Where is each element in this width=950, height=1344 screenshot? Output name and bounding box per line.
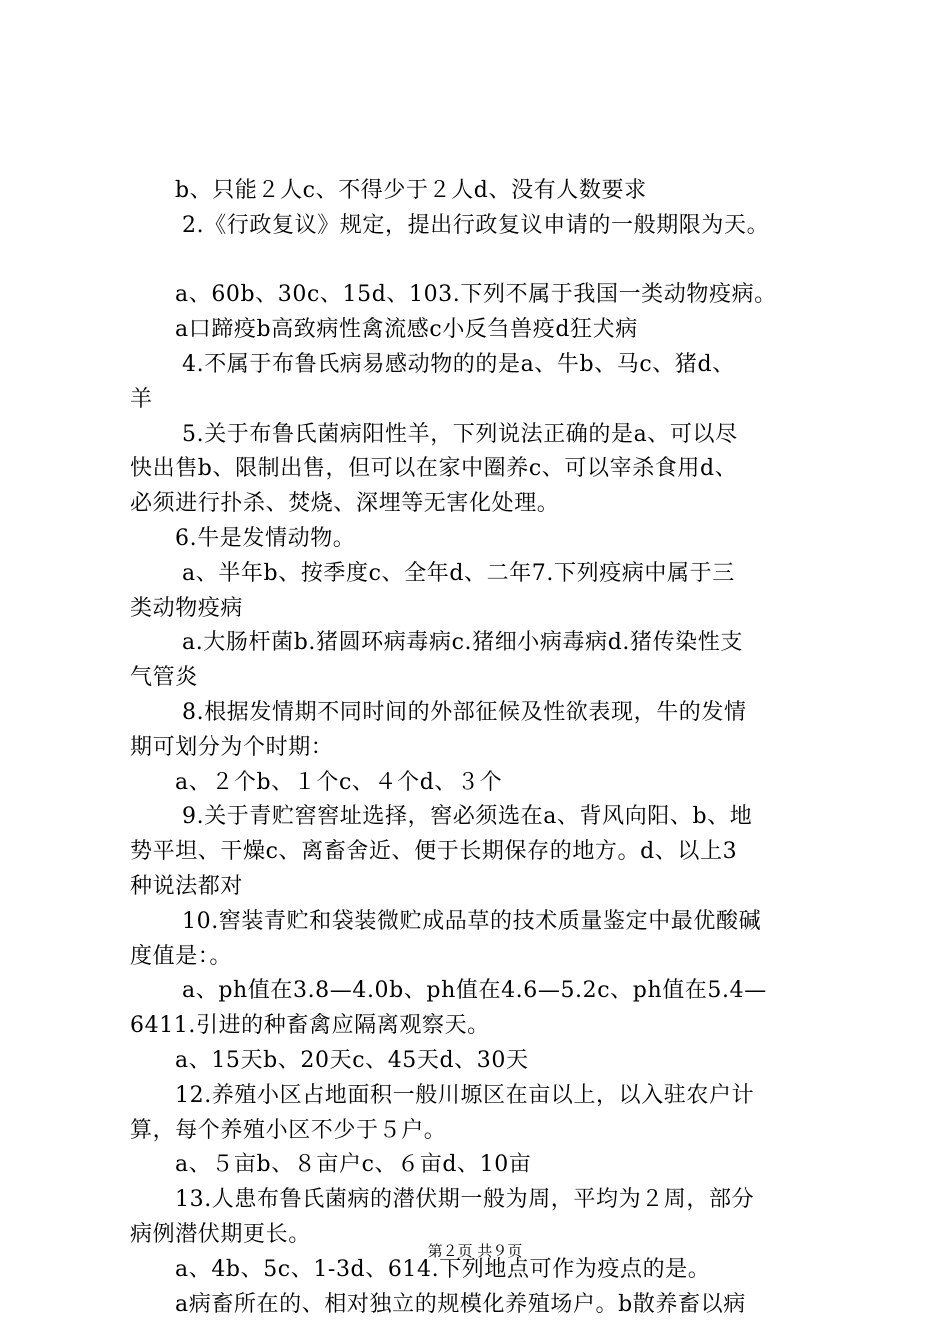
text-line: 13.人患布鲁氏菌病的潜伏期一般为周，平均为２周，部分 [175, 1187, 755, 1213]
text-line: 类动物疫病 [130, 595, 244, 621]
text-line: 9.关于青贮窖窖址选择，窖必须选在a、背风向阳、b、地 [182, 804, 753, 830]
text-line: b、只能２人c、不得少于２人d、没有人数要求 [175, 178, 647, 203]
text-line: 算，每个养殖小区不少于５户。 [130, 1117, 447, 1143]
text-line: 4.不属于布鲁氏病易感动物的的是a、牛b、马c、猪d、 [182, 351, 735, 377]
text-line: a、半年b、按季度c、全年d、二年7.下列疫病中属于三 [182, 560, 735, 586]
text-line: 势平坦、干燥c、离畜舍近、便于长期保存的地方。d、以上3 [130, 839, 738, 865]
text-line: a病畜所在的、相对独立的规模化养殖场户。b散养畜以病 [175, 1291, 746, 1317]
text-line: 病例潜伏期更长。 [130, 1221, 311, 1247]
text-line: 羊 [130, 386, 153, 412]
text-line: 10.窖装青贮和袋装微贮成品草的技术质量鉴定中最优酸碱 [182, 908, 762, 934]
text-line: a、60b、30c、15d、103.下列不属于我国一类动物疫病。 [175, 282, 777, 308]
page-footer: 第２页 共９页 [427, 1242, 523, 1260]
text-line: 度值是：。 [130, 943, 233, 969]
document-body [130, 174, 830, 1322]
text-line: a、15天b、20天c、45天d、30天 [175, 1047, 529, 1073]
text-line: a.大肠杆菌b.猪圆环病毒病c.猪细小病毒病d.猪传染性支 [182, 630, 743, 656]
text-line: a口蹄疫b高致病性禽流感c小反刍兽疫d狂犬病 [175, 317, 638, 343]
text-line: 气管炎 [130, 665, 198, 691]
text-line: 种说法都对 [130, 873, 244, 899]
text-line: a、ph值在3.8—4.0b、ph值在4.6—5.2c、ph值在5.4— [182, 978, 767, 1004]
blank-line [130, 244, 830, 279]
text-line: a、4b、5c、1-3d、614.下列地点可作为疫点的是。 [175, 1256, 711, 1282]
text-line: 期可划分为个时期： [130, 734, 334, 760]
text-line: 6411.引进的种畜禽应隔离观察天。 [130, 1013, 490, 1039]
text-line: 2.《行政复议》规定，提出行政复议申请的一般期限为天。 [182, 212, 770, 238]
text-line: 必须进行扑杀、焚烧、深埋等无害化处理。 [130, 491, 560, 517]
text-line: a、５亩b、８亩户c、６亩d、10亩 [175, 1152, 532, 1178]
text-line: a、２个b、１个c、４个d、３个 [175, 769, 503, 795]
text-line: 5.关于布鲁氏菌病阳性羊，下列说法正确的是a、可以尽 [182, 421, 738, 447]
text-line: 12.养殖小区占地面积一般川塬区在亩以上，以入驻农户计 [175, 1082, 755, 1108]
text-line: 8.根据发情期不同时间的外部征候及性欲表现，牛的发情 [182, 699, 747, 725]
text-line: 6.牛是发情动物。 [175, 525, 356, 551]
text-line: 快出售b、限制出售，但可以在家中圈养c、可以宰杀食用d、 [130, 456, 738, 482]
